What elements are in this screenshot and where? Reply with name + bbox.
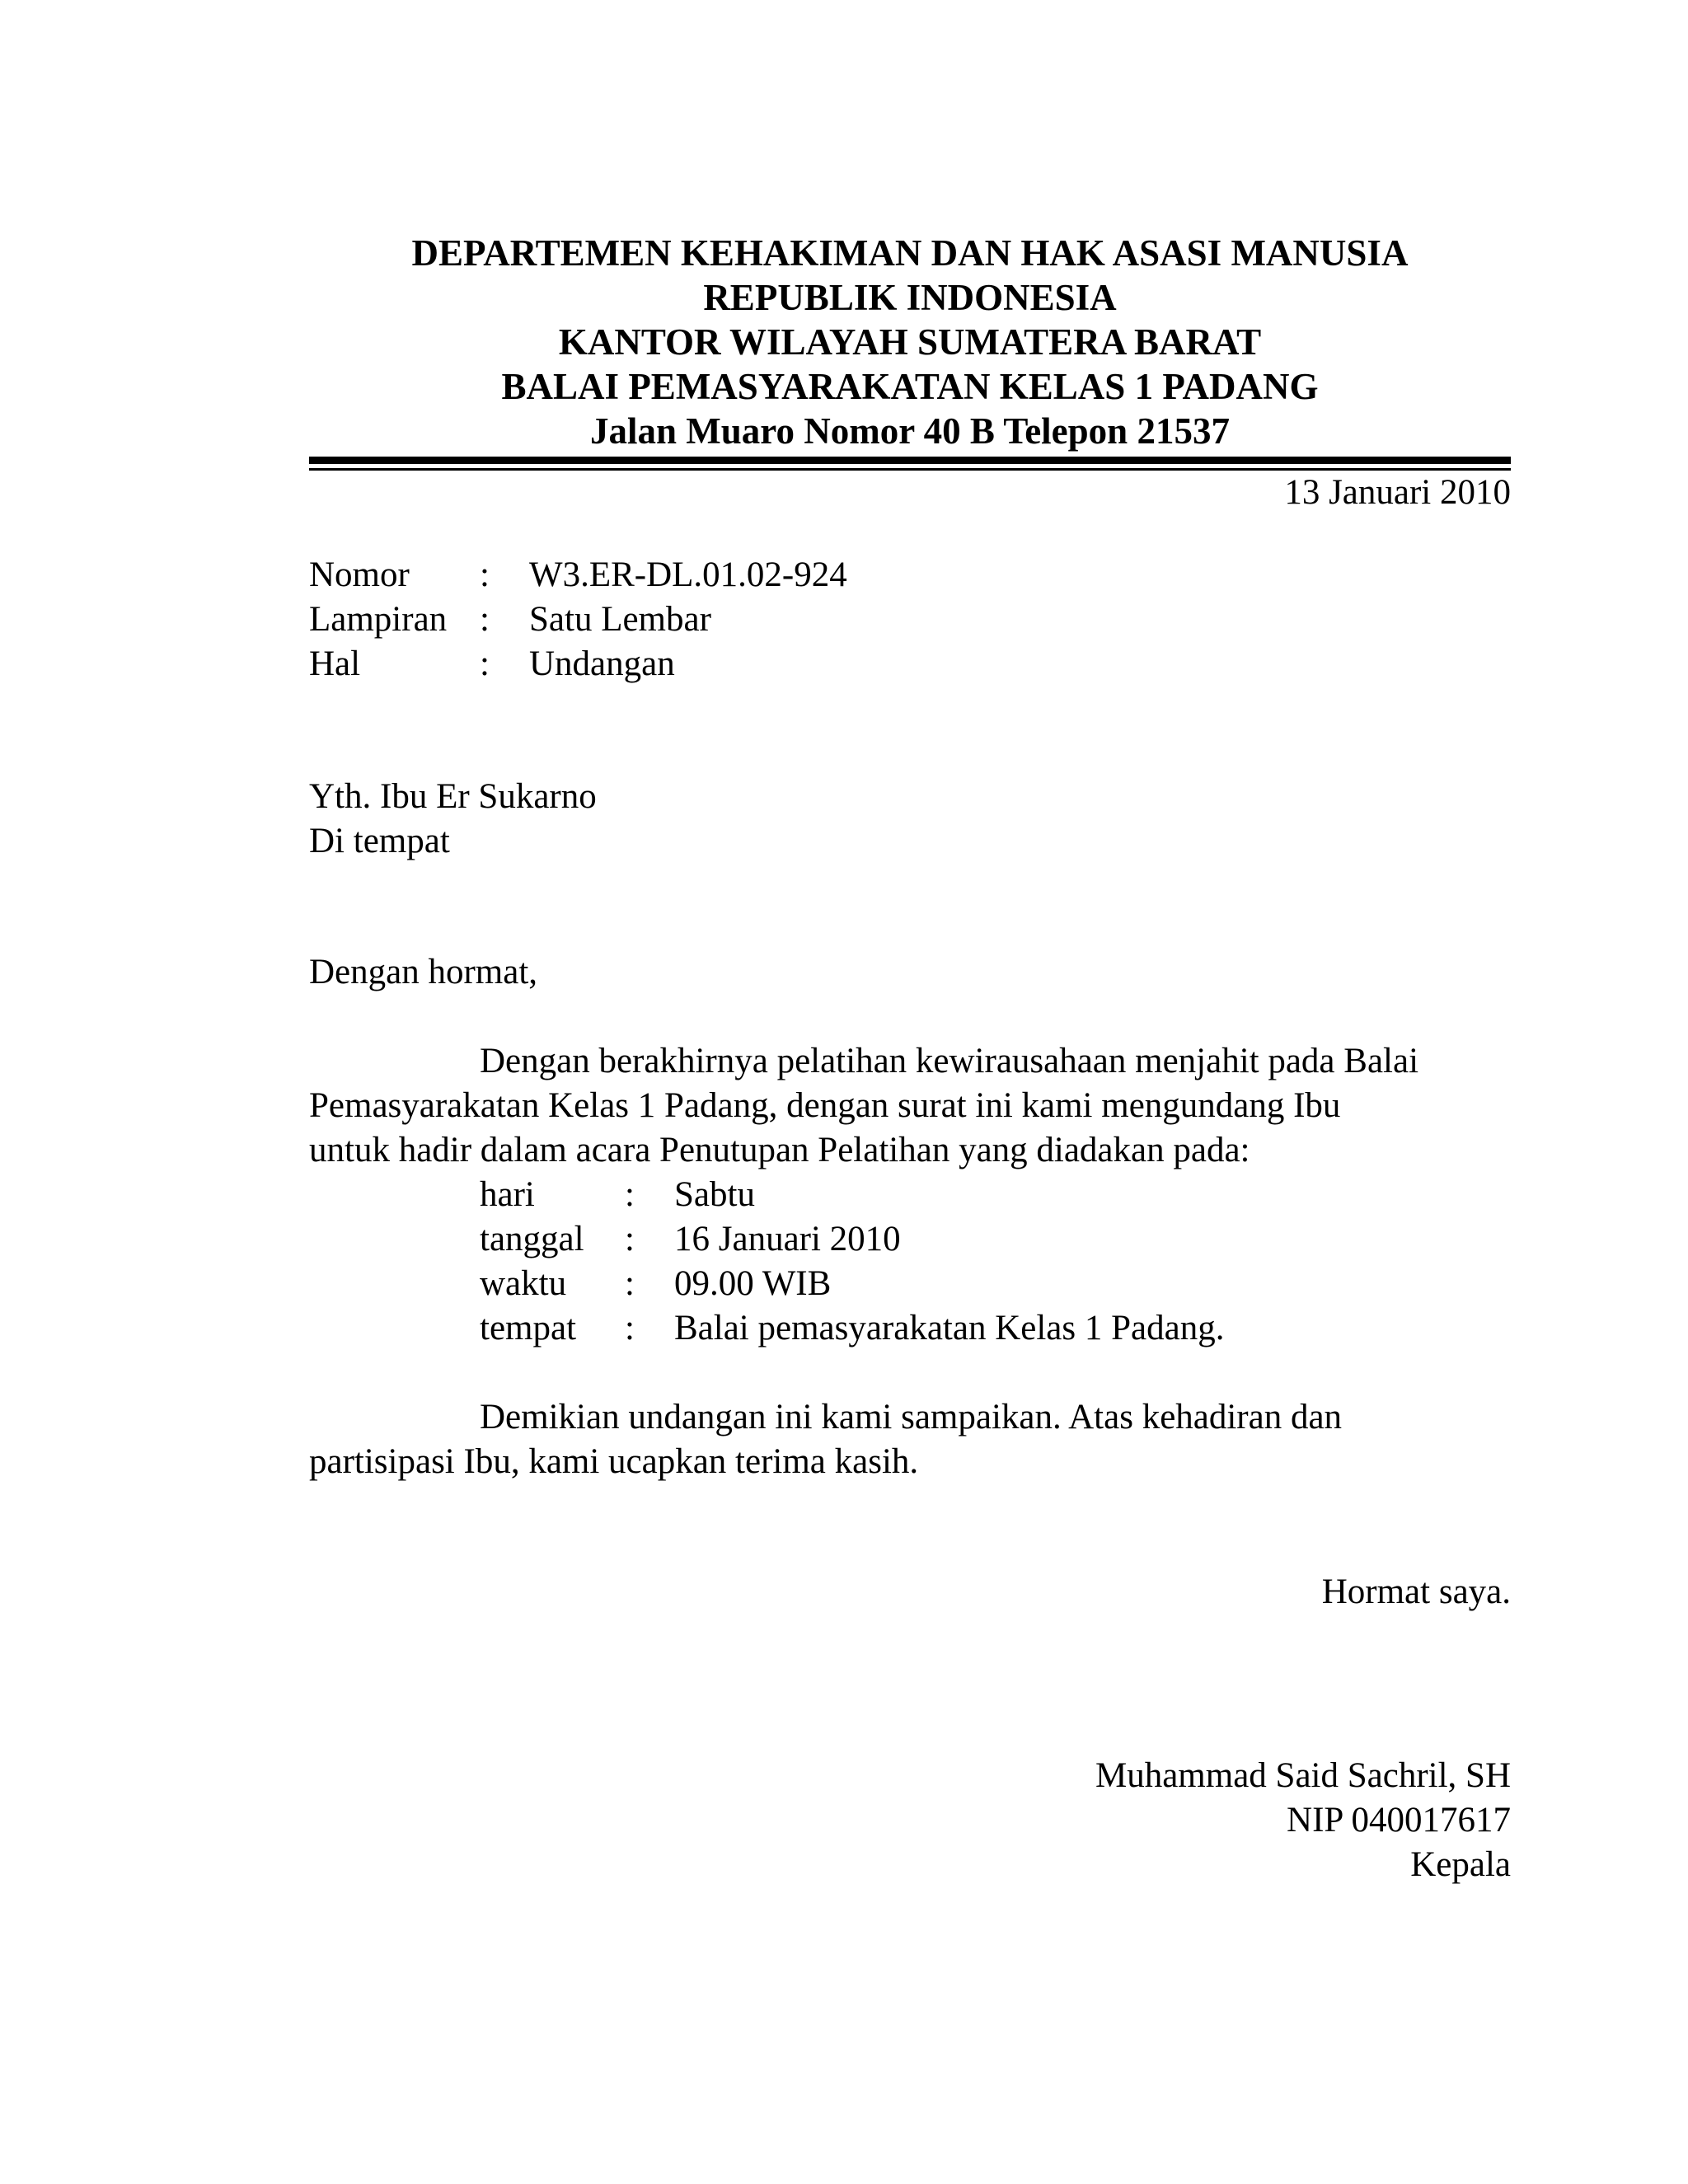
letterhead-institution: BALAI PEMASYARAKATAN KELAS 1 PADANG — [501, 366, 1319, 407]
salutation: Dengan hormat, — [309, 953, 538, 991]
meta-value: Undangan — [529, 644, 675, 683]
meta-row-hal — [0, 642, 1688, 687]
closing: Hormat saya. — [1321, 1572, 1511, 1611]
body-paragraph-1 — [309, 1039, 1511, 1173]
letterhead-address: Jalan Muaro Nomor 40 B Telepon 21537 — [590, 410, 1230, 452]
letterhead-country: REPUBLIK INDONESIA — [703, 277, 1117, 318]
detail-colon: : — [625, 1175, 635, 1214]
detail-value: Balai pemasyarakatan Kelas 1 Padang. — [674, 1309, 1225, 1347]
detail-colon: : — [625, 1264, 635, 1303]
detail-label: waktu — [480, 1264, 567, 1303]
meta-value: W3.ER-DL.01.02-924 — [529, 555, 847, 594]
detail-row-tanggal — [0, 1217, 1688, 1262]
meta-label: Nomor — [309, 555, 410, 594]
detail-row-hari — [0, 1173, 1688, 1217]
meta-label: Lampiran — [309, 600, 448, 639]
meta-colon: : — [480, 600, 490, 639]
detail-label: hari — [480, 1175, 535, 1214]
letter-date: 13 Januari 2010 — [1284, 473, 1511, 512]
signatory-name: Muhammad Said Sachril, SH — [1095, 1756, 1511, 1795]
detail-row-tempat — [0, 1306, 1688, 1351]
letterhead — [309, 231, 1511, 453]
detail-value: 16 Januari 2010 — [674, 1220, 901, 1258]
recipient-name: Yth. Ibu Er Sukarno — [309, 777, 597, 816]
signatory-nip: NIP 040017617 — [1287, 1801, 1511, 1840]
body-paragraph-2 — [309, 1395, 1511, 1484]
recipient-location: Di tempat — [309, 822, 450, 860]
detail-colon: : — [625, 1309, 635, 1347]
body-line: partisipasi Ibu, kami ucapkan terima kasih. — [309, 1442, 919, 1481]
letterhead-regional-office: KANTOR WILAYAH SUMATERA BARAT — [558, 321, 1262, 363]
meta-row-nomor — [0, 553, 1688, 598]
detail-label: tanggal — [480, 1220, 584, 1258]
meta-value: Satu Lembar — [529, 600, 711, 639]
detail-value: 09.00 WIB — [674, 1264, 832, 1303]
body-line: untuk hadir dalam acara Penutupan Pelatihan yang diadakan pada: — [309, 1131, 1250, 1169]
detail-row-waktu — [0, 1262, 1688, 1306]
detail-value: Sabtu — [674, 1175, 755, 1214]
meta-colon: : — [480, 555, 490, 594]
meta-row-lampiran — [0, 598, 1688, 642]
letterhead-ministry: DEPARTEMEN KEHAKIMAN DAN HAK ASASI MANUSIA — [411, 232, 1409, 274]
body-line: Pemasyarakatan Kelas 1 Padang, dengan surat ini kami mengundang Ibu — [309, 1086, 1341, 1125]
meta-label: Hal — [309, 644, 361, 683]
detail-label: tempat — [480, 1309, 577, 1347]
letterhead-divider-thick — [309, 457, 1511, 464]
meta-colon: : — [480, 644, 490, 683]
body-line: Dengan berakhirnya pelatihan kewirausahaan menjahit pada Balai — [480, 1042, 1419, 1080]
body-line: Demikian undangan ini kami sampaikan. Atas kehadiran dan — [480, 1398, 1343, 1436]
signatory-position: Kepala — [1410, 1845, 1511, 1884]
detail-colon: : — [625, 1220, 635, 1258]
